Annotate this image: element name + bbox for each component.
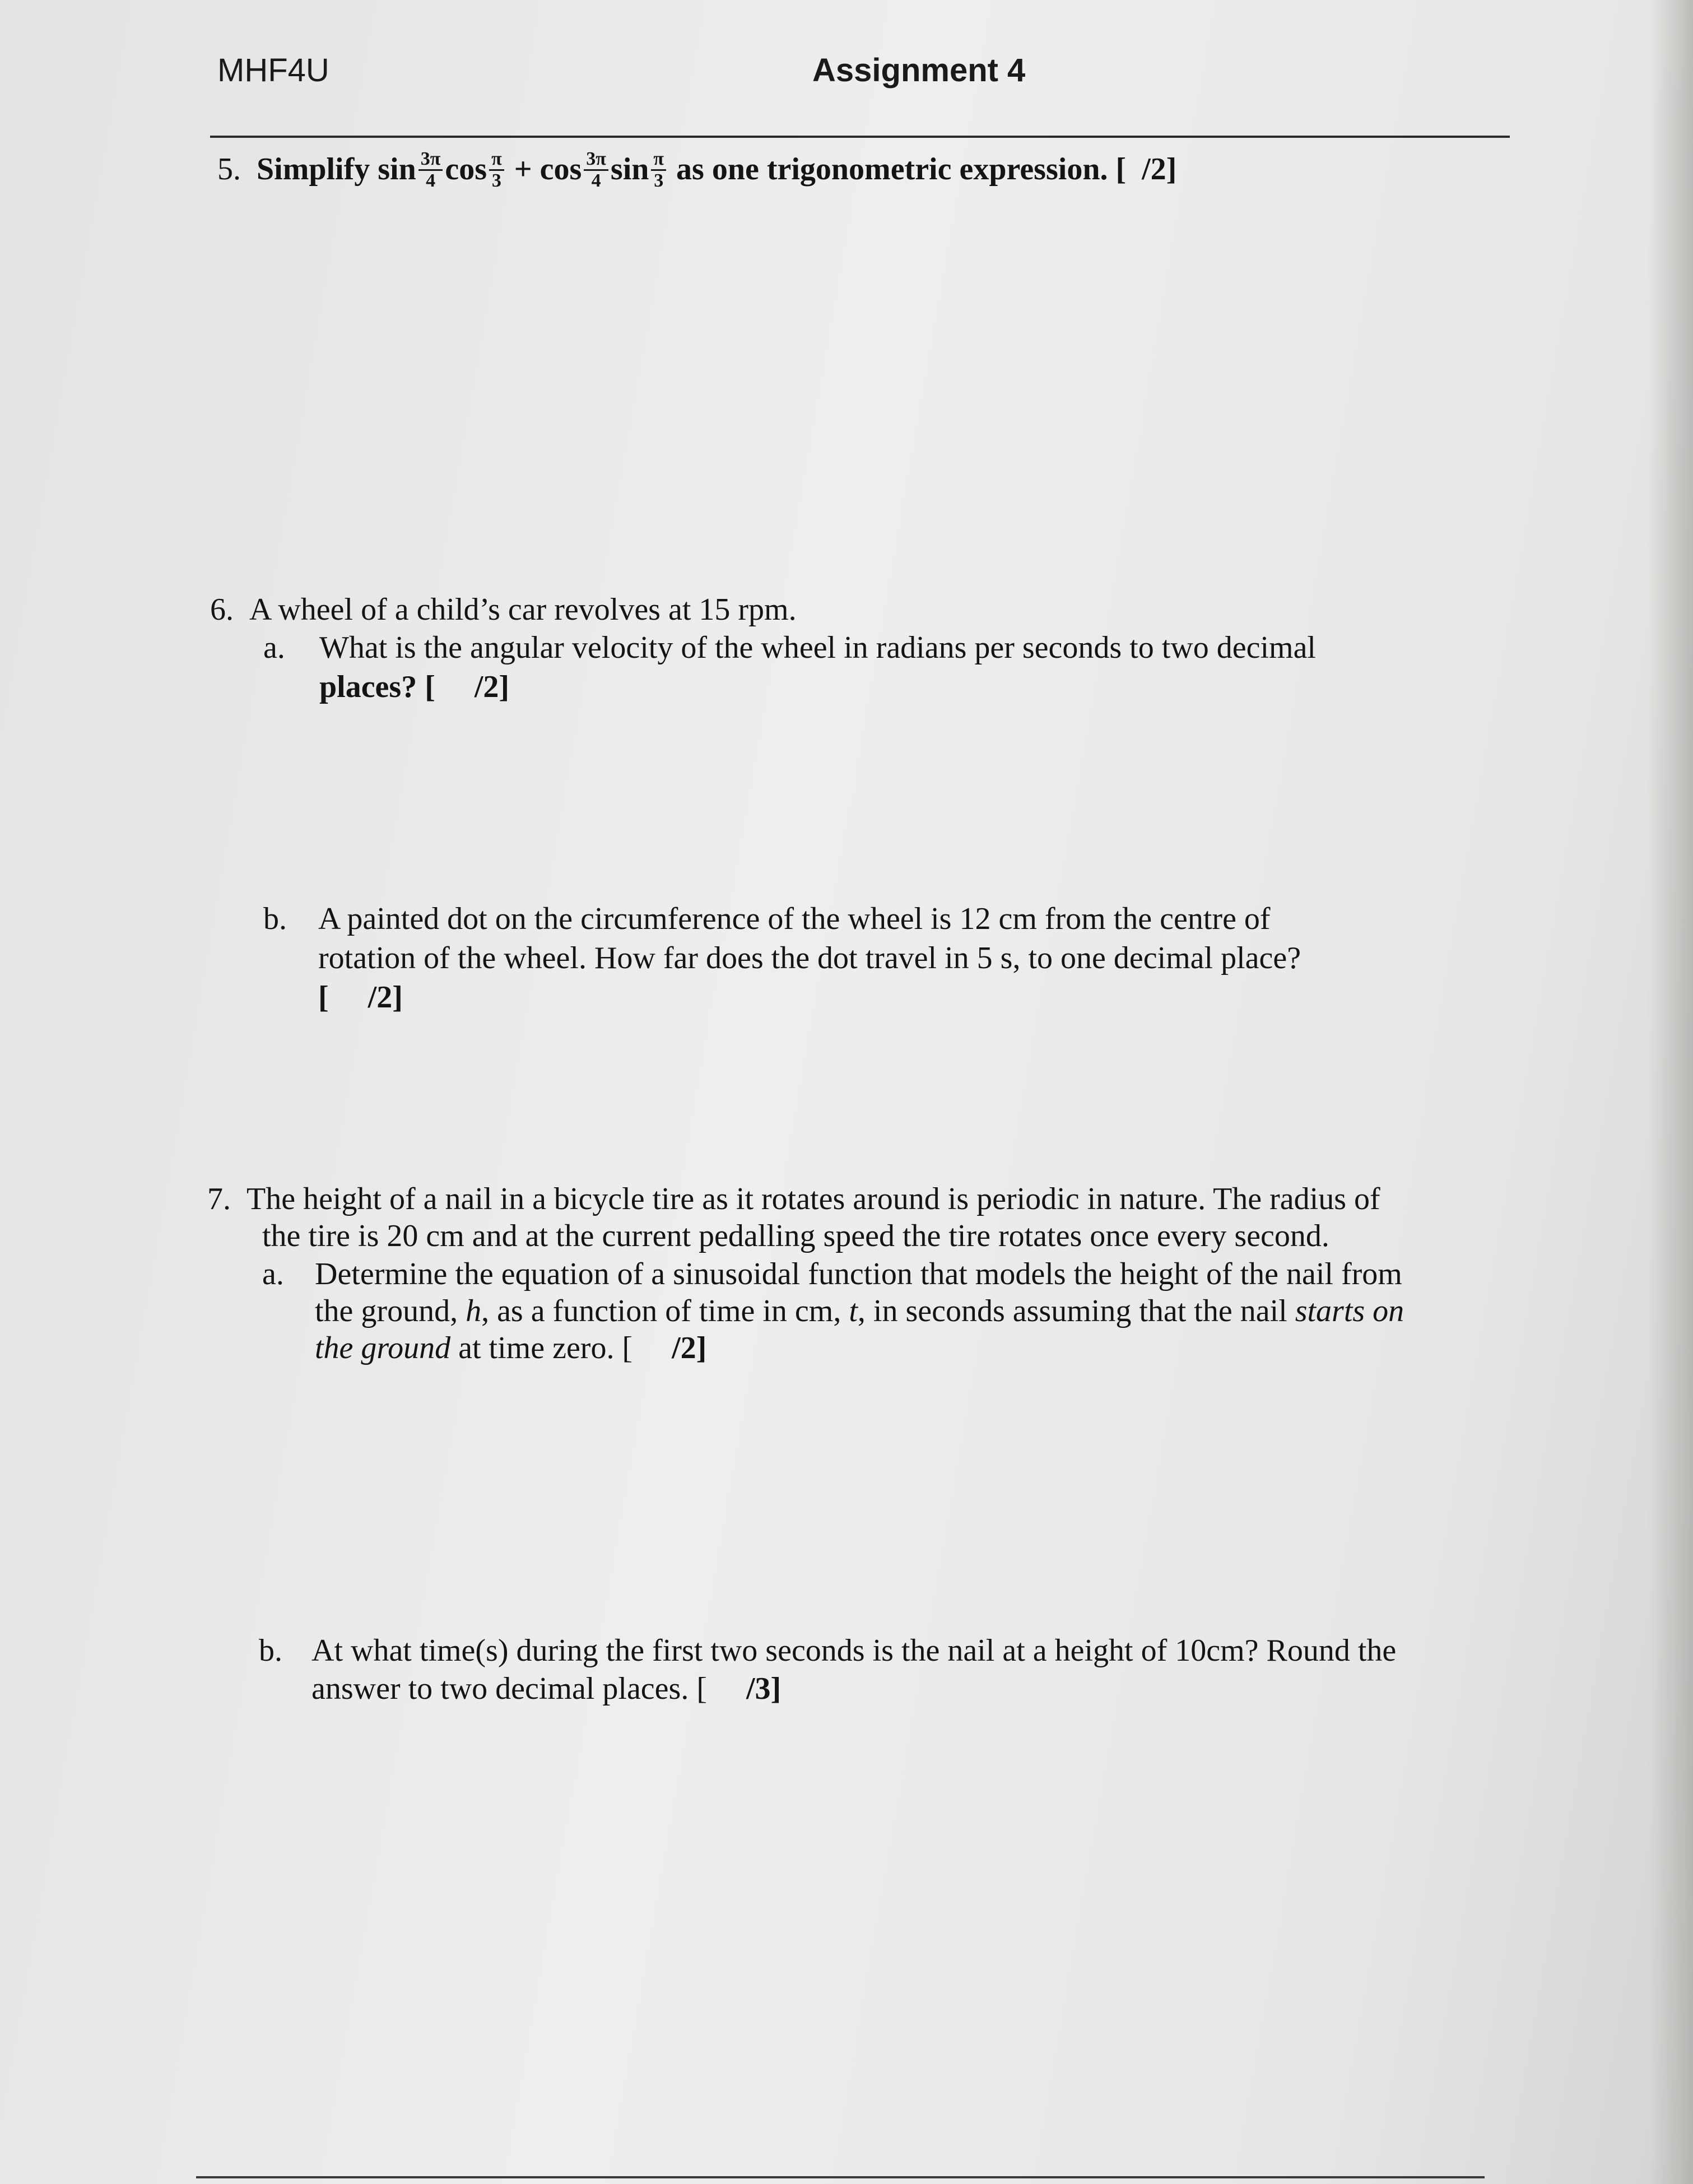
variable-h: h	[466, 1294, 482, 1328]
question-7a-label: a.	[262, 1257, 284, 1291]
question-7b-prompt: answer to two decimal places. [	[311, 1671, 707, 1706]
question-6a-label: a.	[263, 630, 285, 665]
question-7-stem-line2: the tire is 20 cm and at the current pedalling speed the tire rotates once every second.	[262, 1219, 1329, 1253]
question-5-marks: /2]	[1142, 152, 1177, 187]
question-6b-line2: rotation of the wheel. How far does the dot travel in 5 s, to one decimal place?	[318, 941, 1301, 975]
question-7-number: 7.	[207, 1182, 231, 1216]
question-5-lead: Simplify sin	[257, 152, 416, 187]
fraction-pi-over-3: $\frac{\pi}{3}$	[489, 149, 504, 191]
question-6a-line2	[319, 668, 509, 706]
cos-term: cos	[445, 152, 487, 187]
question-6b-bracket: [	[318, 980, 329, 1015]
question-7a-line3: the ground at time zero. [ /2]	[315, 1329, 706, 1367]
question-7b-line1: At what time(s) during the first two seconds is the nail at a height of 10cm? Round the	[311, 1633, 1397, 1668]
variable-t: t	[849, 1294, 858, 1328]
footer-divider	[196, 2176, 1485, 2178]
question-7a-marks: /2]	[672, 1331, 707, 1365]
question-7-stem-line1	[207, 1180, 1380, 1218]
sin-term: sin	[610, 152, 649, 187]
header-divider	[210, 136, 1510, 138]
question-5-tail: as one trigonometric expression. [	[668, 152, 1127, 187]
question-6-number: 6.	[210, 592, 234, 627]
question-6a-line1: What is the angular velocity of the wheel in radians per seconds to two decimal	[319, 630, 1316, 665]
fraction-3pi-over-4: $\frac{3\pi}{4}$	[418, 149, 443, 191]
question-6b-marks: /2]	[368, 980, 403, 1015]
question-6b-line3	[318, 978, 403, 1016]
fraction-pi-over-3-second: $\frac{\pi}{3}$	[651, 149, 666, 191]
question-7b-line2	[311, 1670, 781, 1708]
question-7-text-1: The height of a nail in a bicycle tire as it rotates around is periodic in nature. The radius of	[246, 1182, 1380, 1216]
question-6b-label: b.	[263, 902, 287, 936]
assignment-title: Assignment 4	[812, 52, 1026, 89]
question-5-number: 5.	[217, 152, 241, 187]
question-7b-label: b.	[259, 1633, 282, 1668]
question-6-text: A wheel of a child’s car revolves at 15 rpm.	[249, 592, 797, 627]
question-7a-line2: the ground, h, as a function of time in cm, t, in seconds assuming that the nail starts on	[315, 1294, 1404, 1328]
plus-cos-term: + cos	[506, 152, 582, 187]
question-7b-marks: /3]	[746, 1671, 782, 1706]
question-5	[217, 150, 1176, 193]
question-6-stem	[210, 591, 797, 629]
course-code: MHF4U	[217, 52, 329, 89]
question-6b-line1: A painted dot on the circumference of the wheel is 12 cm from the centre of	[318, 902, 1271, 936]
question-6a-prompt: places? [	[319, 670, 435, 704]
fraction-3pi-over-4-second: $\frac{3\pi}{4}$	[584, 149, 608, 191]
question-7a-line1: Determine the equation of a sinusoidal function that models the height of the nail from	[315, 1257, 1402, 1291]
question-6a-marks: /2]	[474, 670, 510, 704]
page-edge-shadow	[1648, 0, 1693, 2184]
